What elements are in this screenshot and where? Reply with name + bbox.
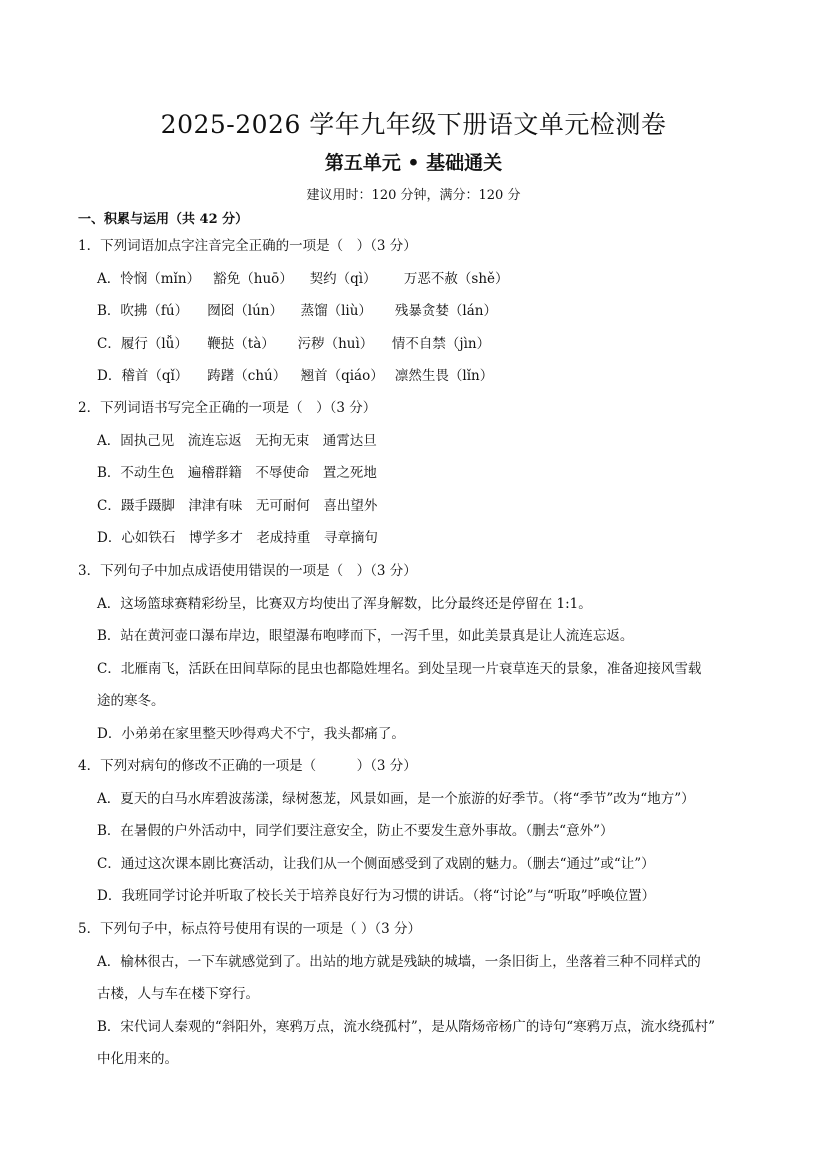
question-3-option-d: D．小弟弟在家里整天吵得鸡犬不宁，我头都痛了。 [97,726,405,742]
option-word: 情不自禁（jìn） [391,336,491,352]
question-1-option-a [97,269,509,289]
option-word: 鞭挞（tà） [207,336,275,352]
question-1-option-b [97,301,497,321]
option-word: D．稽首（qǐ） [97,368,189,384]
option-word: A．怜悯（mǐn） [97,271,201,287]
question-2-option-b: B．不动生色 遍稽群籍 不辱使命 置之死地 [97,465,377,481]
question-2-option-d: D．心如铁石 博学多才 老成持重 寻章摘句 [97,530,378,546]
question-3-option-c-cont: 途的寒冬。 [97,693,165,709]
option-word: 翘首（qiáo） [300,368,384,384]
question-5-option-b-cont: 中化用来的。 [97,1051,178,1067]
question-2-stem: 2．下列词语书写完全正确的一项是（ ）（3 分） [78,400,377,416]
option-word: 囫囵（lún） [207,303,284,319]
option-word: 污秽（huì） [297,336,374,352]
question-1-stem: 1．下列词语加点字注音完全正确的一项是（ ）（3 分） [78,238,417,254]
option-word: 豁免（huō） [213,271,293,287]
question-3-option-a: A．这场篮球赛精彩纷呈，比赛双方均使出了浑身解数，比分最终还是停留在 1:1。 [97,596,592,612]
option-word: 凛然生畏（lǐn） [394,368,494,384]
question-4-stem: 4．下列对病句的修改不正确的一项是（ ）（3 分） [78,758,417,774]
question-3-option-c: C．北雁南飞，活跃在田间草际的昆虫也都隐姓埋名。到处呈现一片衰草连天的景象，准备迎接风雪载 [97,661,702,677]
page-title: 2025-2026 学年九年级下册语文单元检测卷 [160,110,667,139]
question-5-option-a-cont: 古楼，人与车在楼下穿行。 [97,986,259,1002]
section-heading: 一、积累与运用（共 42 分） [78,212,249,227]
question-3-stem: 3．下列句子中加点成语使用错误的一项是（ ）（3 分） [78,563,417,579]
question-3-option-b: B．站在黄河壶口瀑布岸边，眼望瀑布咆哮而下，一泻千里，如此美景真是让人流连忘返。 [97,628,634,644]
question-5-option-a: A．榆林很古，一下车就感觉到了。出站的地方就是残缺的城墙，一条旧街上，坐落着三种不同样式的 [97,954,701,970]
option-word: 契约（qì） [309,271,377,287]
option-word: C．履行（lǚ） [97,336,188,352]
question-4-option-d: D．我班同学讨论并听取了校长关于培养良好行为习惯的讲话。（将“讨论”与“听取”呼唤位置） [97,888,656,904]
question-1-option-d [97,366,493,386]
unit-subtitle: 第五单元 • 基础通关 [324,152,503,174]
question-2-option-a: A．固执己见 流连忘返 无拘无束 通霄达旦 [97,433,377,449]
option-word: 蒸馏（liù） [300,303,372,319]
question-5-option-b: B．宋代词人秦观的“斜阳外，寒鸦万点，流水绕孤村”，是从隋炀帝杨广的诗句“寒鸦万点，流水绕孤村” [97,1019,716,1035]
question-1-option-c [97,334,490,354]
question-4-option-a: A．夏天的白马水库碧波荡漾，绿树葱茏，风景如画，是一个旅游的好季节。（将“季节”改为“地方”） [97,791,695,807]
option-word: 残暴贪婪（lán） [394,303,497,319]
question-5-stem: 5．下列句子中，标点符号使用有误的一项是（ ）（3 分） [78,921,422,937]
question-2-option-c: C．蹑手蹑脚 津津有味 无可耐何 喜出望外 [97,498,378,514]
option-word: 万恶不赦（shě） [403,271,509,287]
question-4-option-c: C．通过这次课本剧比赛活动，让我们从一个侧面感受到了戏剧的魅力。（删去“通过”或“让”） [97,856,655,872]
question-4-option-b: B．在暑假的户外活动中，同学们要注意安全，防止不要发生意外事故。（删去“意外”） [97,823,614,839]
time-score-hint: 建议用时：120 分钟，满分：120 分 [306,188,521,203]
option-word: B．吹拂（fú） [97,303,189,319]
option-word: 踌躇（chú） [207,368,287,384]
